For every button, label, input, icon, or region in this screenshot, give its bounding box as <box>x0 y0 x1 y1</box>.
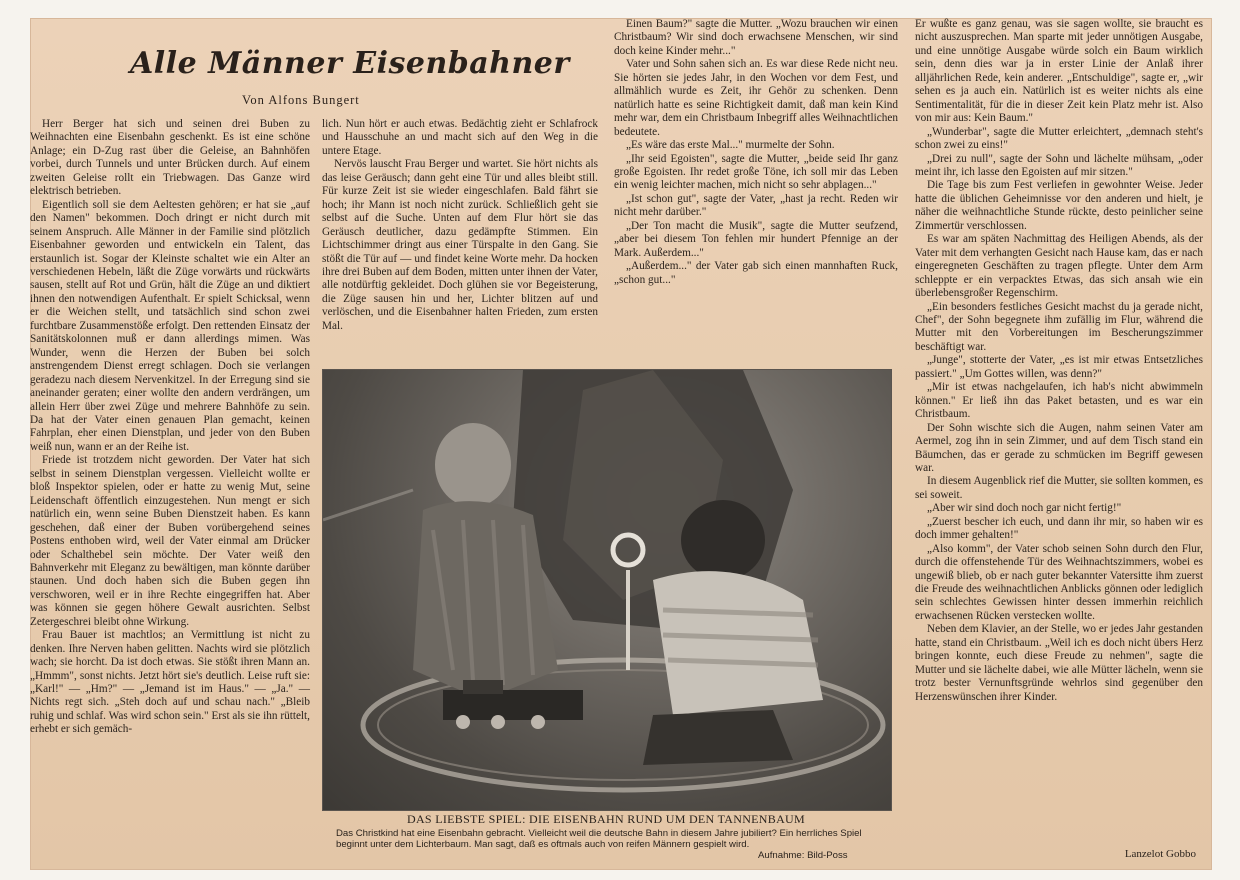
paragraph: In diesem Augenblick rief die Mutter, sie sollten kommen, es sei soweit. <box>915 475 1203 501</box>
paragraph: Nervös lauscht Frau Berger und wartet. Sie hört nichts als das leise Geräusch; dann geht eine Tür und alles bleibt still. Für kurze Zeit ist sie wieder eingeschlafen. Bald fährt sie hoch; ihr Mann ist noch nicht zurück. Schließlich geht sie selbst auf die Suche. Unten auf dem Flur hört sie das Geräusch deutlicher, dazu gedämpfte Stimmen. Ein Lichtschimmer dringt aus einer Türspalte in den Gang. Sie stößt die Tür auf — und findet keine Worte mehr. Da hocken ihre drei Buben auf dem Boden, mitten unter ihnen der Vater, alle notdürftig gekleidet. Doch glühen sie vor Begeisterung, die Züge sausen hin und her, Lichter blitzen auf und verlöschen, und die Eisenbahner halten Frieden, zum ersten Mal. <box>322 158 598 332</box>
photo-caption-title: DAS LIEBSTE SPIEL: DIE EISENBAHN RUND UM DEN TANNENBAUM <box>407 812 805 826</box>
paragraph: „Mir ist etwas nachgelaufen, ich hab's nicht abwimmeln können." Er ließ ihn das Paket betasten, und es war ein Christbaum. <box>915 381 1203 421</box>
paragraph: „Ihr seid Egoisten", sagte die Mutter, „beide seid Ihr ganz große Egoisten. Ihr redet große Töne, ich soll mir das Leben ein wenig leichter machen, mich nicht so sehr abplagen..." <box>614 152 898 192</box>
paragraph: Herr Berger hat sich und seinen drei Buben zu Weihnachten eine Eisenbahn geschenkt. Es ist eine schöne Anlage; ein D-Zug rast über die Geleise, an Bahnhöfen vorbei, durch Tunnels und unter Brücken durch. Auf einem zweiten Geleise rollt ein Triebwagen. Das Ganze wird elektrisch betrieben. <box>30 118 310 198</box>
paragraph: „Drei zu null", sagte der Sohn und lächelte mühsam, „oder meint ihr, ich lasse den Egoisten auf mir sitzen." <box>915 152 1203 178</box>
paragraph: „Ein besonders festliches Gesicht machst du ja gerade nicht, Chef", der Sohn begegnete ihm zufällig im Flur, während die Mutter mit den Vorbereitungen im Bescherungszimmer beschäftigt war. <box>915 300 1203 353</box>
column-2 <box>322 118 598 368</box>
column-1 <box>30 118 310 862</box>
paragraph: Friede ist trotzdem nicht geworden. Der Vater hat sich selbst in seinem Dienstplan vergessen. Vielleicht wollte er bloß Inspektor spielen, oder er hatte zu wenig Mut, seine Leidenschaft öffentlich einzugestehen. Nun mengt er sich natürlich ein, wenn seine Buben Dienstzeit haben. Es kann geschehen, daß einer der Buben vorübergehend seines Postens enthoben wird, weil der Vater einmal am Drücker oder Schalthebel sein möchte. Der Vater weiß den Bahnverkehr mit Eleganz zu bewältigen, man könnte darüber staunen. Und doch haben sich die Buben gegen ihn verschworen, weil er in ihre Rechte eingegriffen hat. Aber was können sie gegen höhere Gewalt ausrichten. Selbst Zetergeschrei bleibt ohne Wirkung. <box>30 454 310 628</box>
paragraph: „Aber wir sind doch noch gar nicht fertig!" <box>927 502 1122 515</box>
paragraph: „Der Ton macht die Musik", sagte die Mutter seufzend, „aber bei diesem Ton fehlen mir hundert Pfennige an der Mark. Außerdem..." <box>614 219 898 259</box>
paragraph: Frau Bauer ist machtlos; an Vermittlung ist nicht zu denken. Ihre Nerven haben gelitten. Nachts wird sie plötzlich wach; sie horcht. Da ist doch etwas. Sie stößt ihren Mann an. „Hmmm", sonst nichts. Jetzt hört sie's deutlich. Leise ruft sie: „Karl!" — „Hm?" — „Jemand ist im Haus." — „Ja." — Nichts regt sich. „Steh doch auf und schau nach." „Bleib ruhig und schlaf. Was wird schon sein." Erst als sie ihn rüttelt, erhebt er sich gemäch- <box>30 629 310 736</box>
paragraph: Er wußte es ganz genau, was sie sagen wollte, sie braucht es nicht auszusprechen. Man sparte mit jeder unnötigen Ausgabe, und eine unnötige Ausgabe würde solch ein Baum wirklich sein, denn dies war ja in erster Linie der Anlaß ihrer alljährlichen Rede, kein anderer. „Entschuldige", sagte er, „wir sehen es ja auch ein. Natürlich ist es weiter nichts als eine Sentimentalität, für die in dieser Zeit kein Platz mehr ist. Also von mir aus: Kein Baum." <box>915 18 1203 125</box>
paragraph: Vater und Sohn sahen sich an. Es war diese Rede nicht neu. Sie hörten sie jedes Jahr, in den Wochen vor dem Fest, und allmählich wurde es Zeit, ihr Gehör zu schenken. Denn natürlich hatte es seine Richtigkeit damit, daß man kein Kind mehr war, dem ein Christbaum Inbegriff alles Weihnachtlichen bedeutete. <box>614 58 898 138</box>
paragraph: „Es wäre das erste Mal..." murmelte der Sohn. <box>626 139 835 152</box>
column-3 <box>614 18 898 368</box>
paragraph: „Wunderbar", sagte die Mutter erleichtert, „demnach steht's schon zwei zu eins!" <box>915 125 1203 152</box>
article-author: Lanzelot Gobbo <box>1124 848 1196 860</box>
paragraph: Einen Baum?" sagte die Mutter. „Wozu brauchen wir einen Christbaum? Wir sind doch erwachsene Menschen, wir sind doch keine Kinder mehr..." <box>614 18 898 57</box>
paragraph: „Zuerst bescher ich euch, und dann ihr mir, so haben wir es doch immer gehalten!" <box>915 515 1203 542</box>
paragraph: „Also komm", der Vater schob seinen Sohn durch den Flur, durch die offenstehende Tür des Weihnachtszimmers, wobei es ungewiß blieb, ob er nach guter bekannter Vatersitte ihm zuerst die Freude des weihnachtlichen Anblicks gönnen oder lediglich sein schlechtes Gewissen hinter dessen immerhin reichlich erwachsenen Rücken verstecken wollte. <box>915 542 1203 622</box>
paragraph: Der Sohn wischte sich die Augen, nahm seinen Vater am Aermel, zog ihn in sein Zimmer, und auf dem Tisch stand ein Bäumchen, das er gerade zu schmücken im Begriff gewesen war. <box>915 421 1203 474</box>
photo-illustration <box>323 370 891 810</box>
paragraph: Neben dem Klavier, an der Stelle, wo er jedes Jahr gestanden hatte, stand ein Christbaum. „Weil ich es doch nicht übers Herz bringen konnte, euch diese Freude zu nehmen", sagte die Mutter und sie lächelte dabei, wie alle Mütter lächeln, wenn sie trotz bester Vernunftsgründe wehrlos sind gegenüber den Herzenswünschen ihrer Kinder. <box>915 623 1203 703</box>
article-photo <box>322 369 892 811</box>
article-byline: Von Alfons Bungert <box>242 93 360 107</box>
paragraph: „Ist schon gut", sagte der Vater, „hast ja recht. Reden wir nicht mehr darüber." <box>614 192 898 219</box>
photo-credit: Aufnahme: Bild-Poss <box>758 850 848 861</box>
paragraph: Es war am späten Nachmittag des Heiligen Abends, als der Vater mit dem verhangten Gesicht nach Hause kam, das er nach eingeregneten Geschäften zu tragen pflegte. Unter dem Arm schleppte er ein verpacktes Etwas, das sich ansah wie ein überlebensgroßer Regenschirm. <box>915 233 1203 300</box>
paragraph: Eigentlich soll sie dem Aeltesten gehören; er hat sie „auf den Namen" bekommen. Doch dringt er nicht durch mit seinem Anspruch. Alle Männer in der Familie sind plötzlich Eisenbahner geworden und entwickeln ein Talent, das erstaunlich ist. Sogar der Kleinste schaltet wie ein Alter an verschiedenen Hebeln, läßt die Züge vorwärts und rückwärts sausen, stellt auf Rot und Grün, hält die Züge an und diktiert ihnen den notwendigen Aufenthalt. Er spielt Schicksal, wenn er die Weichen stellt, und tatsächlich sind schon zwei furchtbare Zusammenstöße erfolgt. Den rettenden Einsatz der Sanitätskolonnen muß er dann allerdings mimen. Was Wunder, wenn die Herzen der Buben bei solch anstrengendem Dienst erregt schlagen. Doch sie verlangen geradezu nach diesem Nervenkitzel. In der Erregung sind sie aneinander geraten; einer wollte den andern verdrängen, um allein Herr über zwei Züge und mehrere Bahnhöfe zu sein. Da hat der Vater einen genauen Plan gemacht, keinen Fahrplan, eher einen Dienstplan, und jeder von den Buben weiß nun, wann er an der Reihe ist. <box>30 198 310 453</box>
paragraph: lich. Nun hört er auch etwas. Bedächtig zieht er Schlafrock und Hausschuhe an und macht sich auf den Weg in die untere Etage. <box>322 118 598 157</box>
paragraph: „Junge", stotterte der Vater, „es ist mir etwas Entsetzliches passiert." „Um Gottes willen, was denn?" <box>915 354 1203 380</box>
paragraph: „Außerdem..." der Vater gab sich einen mannhaften Ruck, „schon gut..." <box>614 260 898 286</box>
photo-caption: Das Christkind hat eine Eisenbahn gebracht. Vielleicht weil die deutsche Bahn in diesem Jahre jubiliert? Ein herrliches Spiel beginnt unter dem Lichterbaum. Man sagt, daß es oftmals auch von reifen Männern gespielt wird. <box>336 828 862 850</box>
column-4 <box>915 18 1203 868</box>
article-title: Alle Männer Eisenbahner <box>130 46 570 81</box>
paragraph: Die Tage bis zum Fest verliefen in gewohnter Weise. Jeder hatte die üblichen Geheimnisse vor den anderen und hielt, je näher die weihnachtliche Stunde rückte, desto peinlicher seine Zimmertür verschlossen. <box>915 179 1203 232</box>
newspaper-clipping <box>30 18 1212 870</box>
